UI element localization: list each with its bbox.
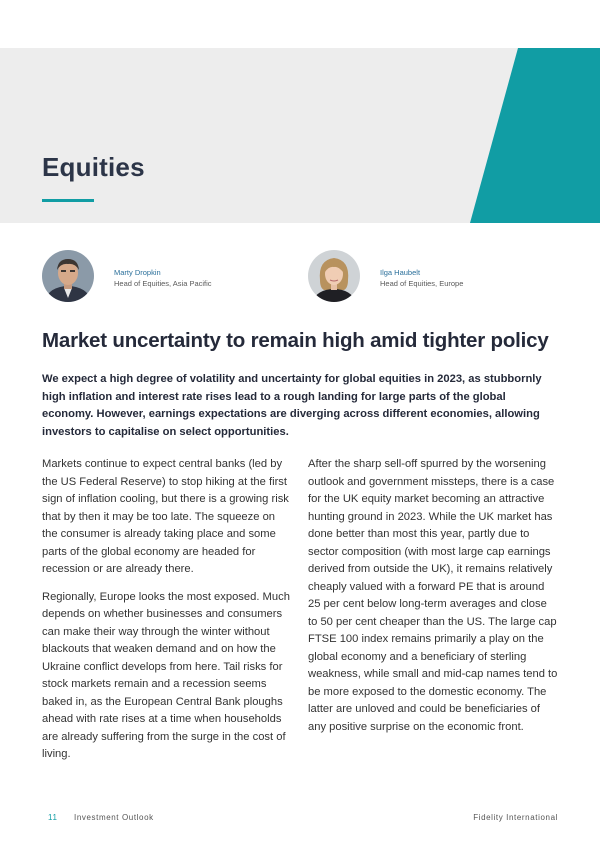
body-paragraph: Markets continue to expect central banks (led by the US Federal Reserve) to stop hiking at the first sign of inflation cooling, but there is a growing risk that by then it may be too late. The squeeze on the consumer is already taking place and some parts of the global economy are headed for recession or are already there. [42,458,289,575]
body-column-right [308,456,558,746]
avatar [308,250,360,302]
page-footer [0,813,600,827]
author-name: Ilga Haubelt [380,268,421,277]
page-number: 11 [48,813,58,822]
portrait-photo [308,250,360,302]
section-title: Equities [42,152,145,182]
accent-stripe [470,48,600,223]
body-paragraph: Regionally, Europe looks the most exposed. Much depends on whether businesses and consumers can make their way through the winter without blackouts that weaken demand and on how the Ukraine conflict develops from here. Tail risks for stock markets remain and a recession seems baked in, as the European Central Bank ploughs ahead with rate rises at a time when households are already suffering from the surge in the cost of living. [42,590,290,760]
portrait-photo [42,250,94,302]
publication-name: Investment Outlook [74,813,154,822]
title-underline [42,199,94,202]
article-headline: Market uncertainty to remain high amid tighter policy [42,329,549,352]
author-role: Head of Equities, Asia Pacific [114,279,212,288]
avatar [42,250,94,302]
author-role: Head of Equities, Europe [380,279,464,288]
organization-name: Fidelity International [473,813,558,822]
section-header [0,48,600,223]
article-lede: We expect a high degree of volatility and uncertainty for global equities in 2023, as stubbornly high inflation and interest rate rises lead to a rough landing for large parts of the global economy. However, earnings expectations are diverging across different economies, allowing investors to capitalise on select opportunities. [42,373,542,438]
body-column-left [42,456,292,774]
body-paragraph: After the sharp sell-off spurred by the worsening outlook and government missteps, there is a case for the UK equity market becoming an attractive hunting ground in 2023. While the UK market has done better than most this year, partly due to sector composition (with most large cap earnings derived from outside the UK), it remains relatively cheaply valued with a forward PE that is around 25 per cent below long-term averages and close to 50 per cent cheaper than the US. The large cap FTSE 100 index remains primarily a play on the global economy and a beneficiary of sterling weakness, while small and mid-cap names tend to be more exposed to the domestic economy. The latter are unloved and could be beneficiaries of any positive surprise on the economic front. [308,458,558,733]
author-name: Marty Dropkin [114,268,161,277]
